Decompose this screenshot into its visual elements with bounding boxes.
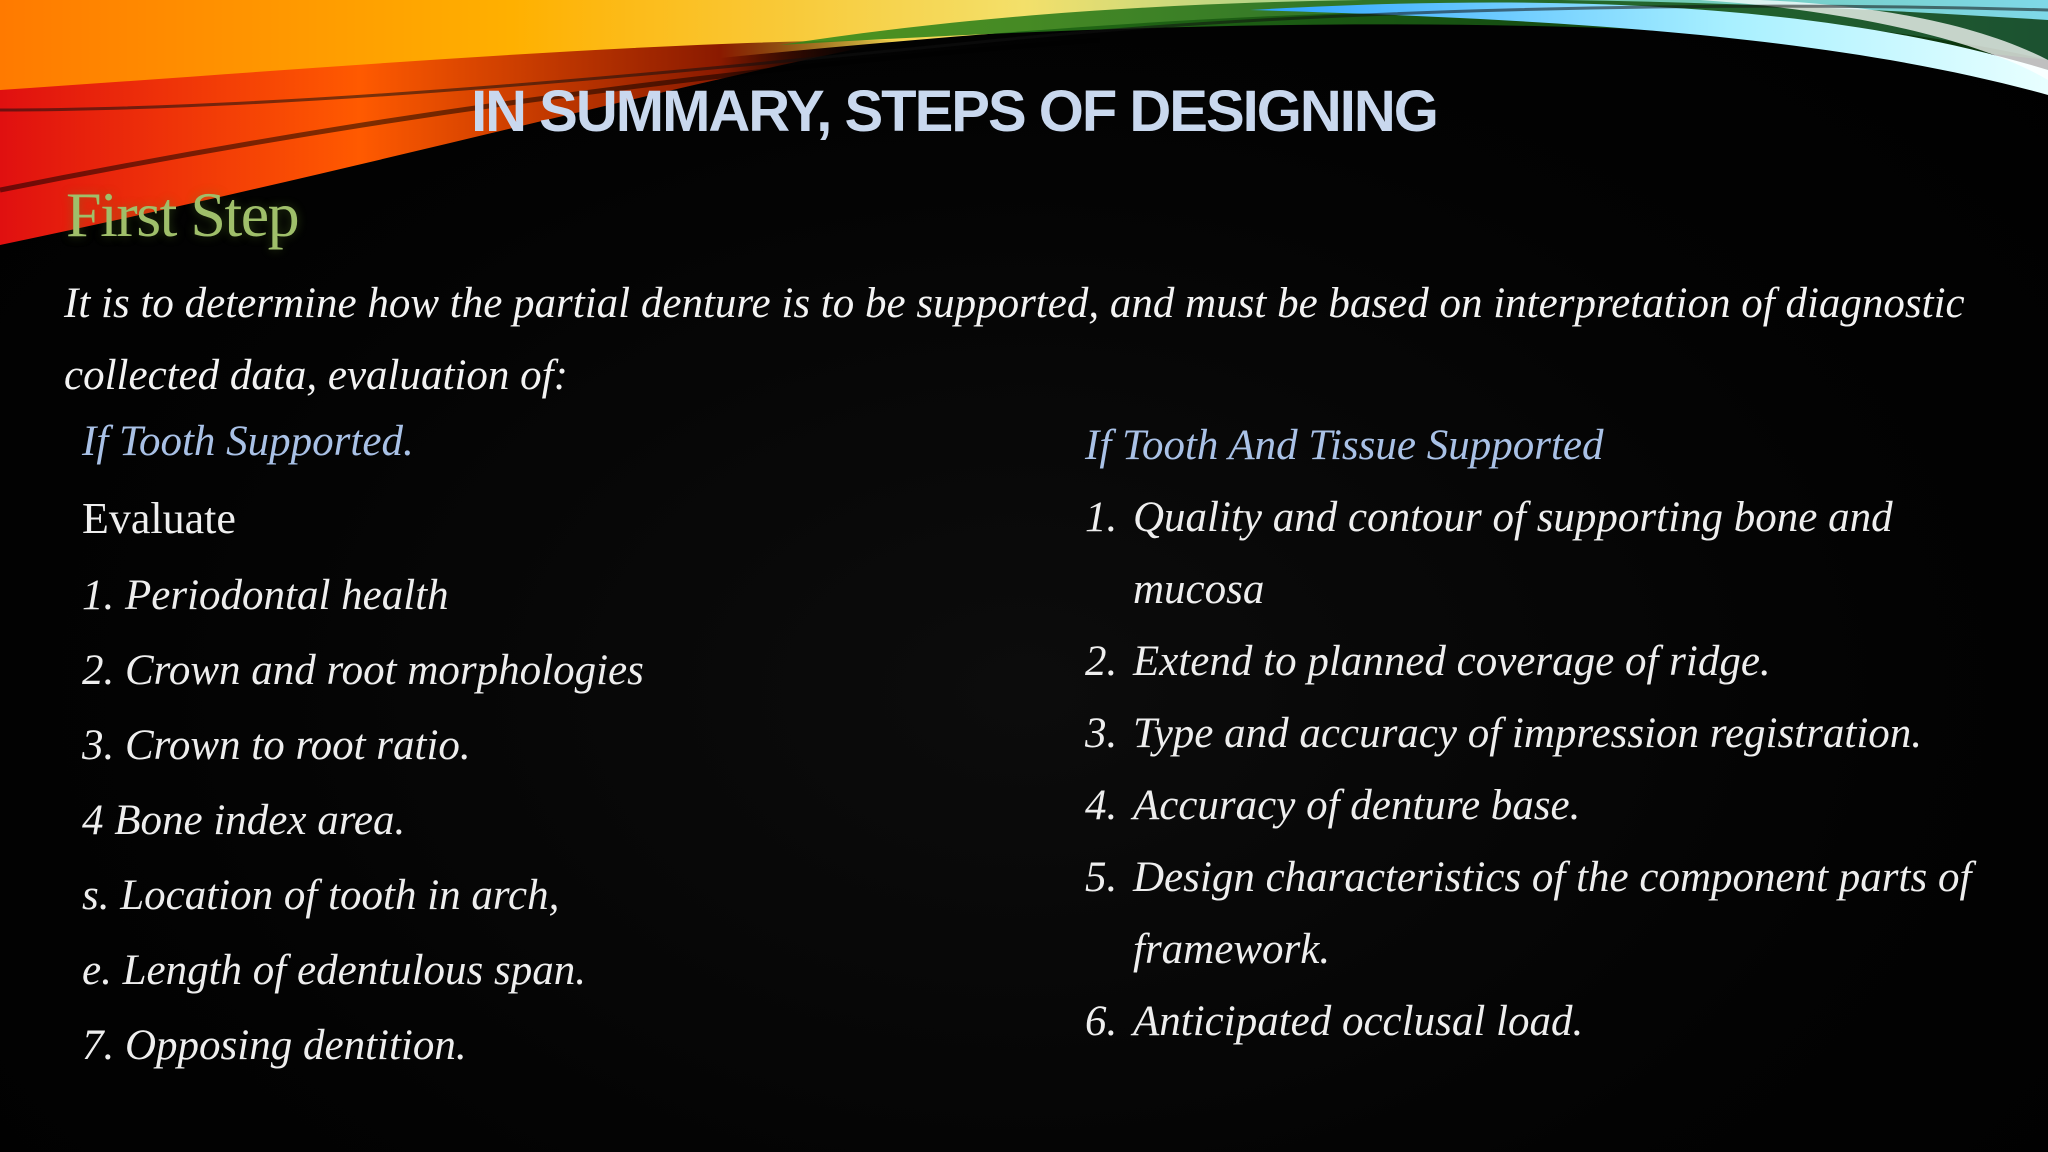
list-item-number: 1. (1085, 494, 1118, 541)
intro-paragraph: It is to determine how the partial denture is to be supported, and must be based on interpretation of diagnostic collected data, evaluation of: (64, 280, 1965, 399)
evaluate-label: Evaluate (82, 494, 236, 543)
list-item-text: Extend to planned coverage of ridge. (1133, 638, 1771, 685)
list-item-number: 4. (1085, 782, 1118, 829)
tooth-supported-column (82, 408, 1042, 1083)
list-item-text: Quality and contour of supporting bone and mucosa (1133, 494, 1893, 613)
list-item-number: 6. (1085, 998, 1118, 1045)
tooth-and-tissue-supported-heading: If Tooth And Tissue Supported (1085, 422, 1604, 469)
list-item (1085, 626, 2005, 698)
list-item: 4 Bone index area. (82, 797, 406, 844)
list-item: e. Length of edentulous span. (82, 947, 587, 994)
tooth-supported-heading: If Tooth Supported. (82, 418, 414, 465)
list-item (1085, 482, 2005, 626)
list-item (1085, 986, 2005, 1058)
decorative-swoosh (0, 0, 2048, 300)
list-item (1085, 698, 2005, 770)
step-heading: First Step (66, 179, 299, 250)
list-item-text: Accuracy of denture base. (1133, 782, 1581, 829)
list-item (1085, 770, 2005, 842)
tooth-and-tissue-supported-column (1085, 412, 2005, 1058)
list-item: 1. Periodontal health (82, 572, 449, 619)
list-item-text: Design characteristics of the component parts of framework. (1133, 854, 1972, 973)
list-item-number: 2. (1085, 638, 1118, 685)
list-item-number: 3. (1085, 710, 1118, 757)
list-item: 2. Crown and root morphologies (82, 647, 644, 694)
list-item: 7. Opposing dentition. (82, 1022, 467, 1069)
list-item-text: Anticipated occlusal load. (1133, 998, 1584, 1045)
slide-title: IN SUMMARY, STEPS OF DESIGNING (471, 79, 1437, 144)
list-item (1085, 842, 2005, 986)
list-item-text: Type and accuracy of impression registration. (1133, 710, 1923, 757)
list-item: 3. Crown to root ratio. (82, 722, 471, 769)
tooth-and-tissue-list (1085, 482, 2005, 1058)
list-item: s. Location of tooth in arch, (82, 872, 560, 919)
list-item-number: 5. (1085, 854, 1118, 901)
